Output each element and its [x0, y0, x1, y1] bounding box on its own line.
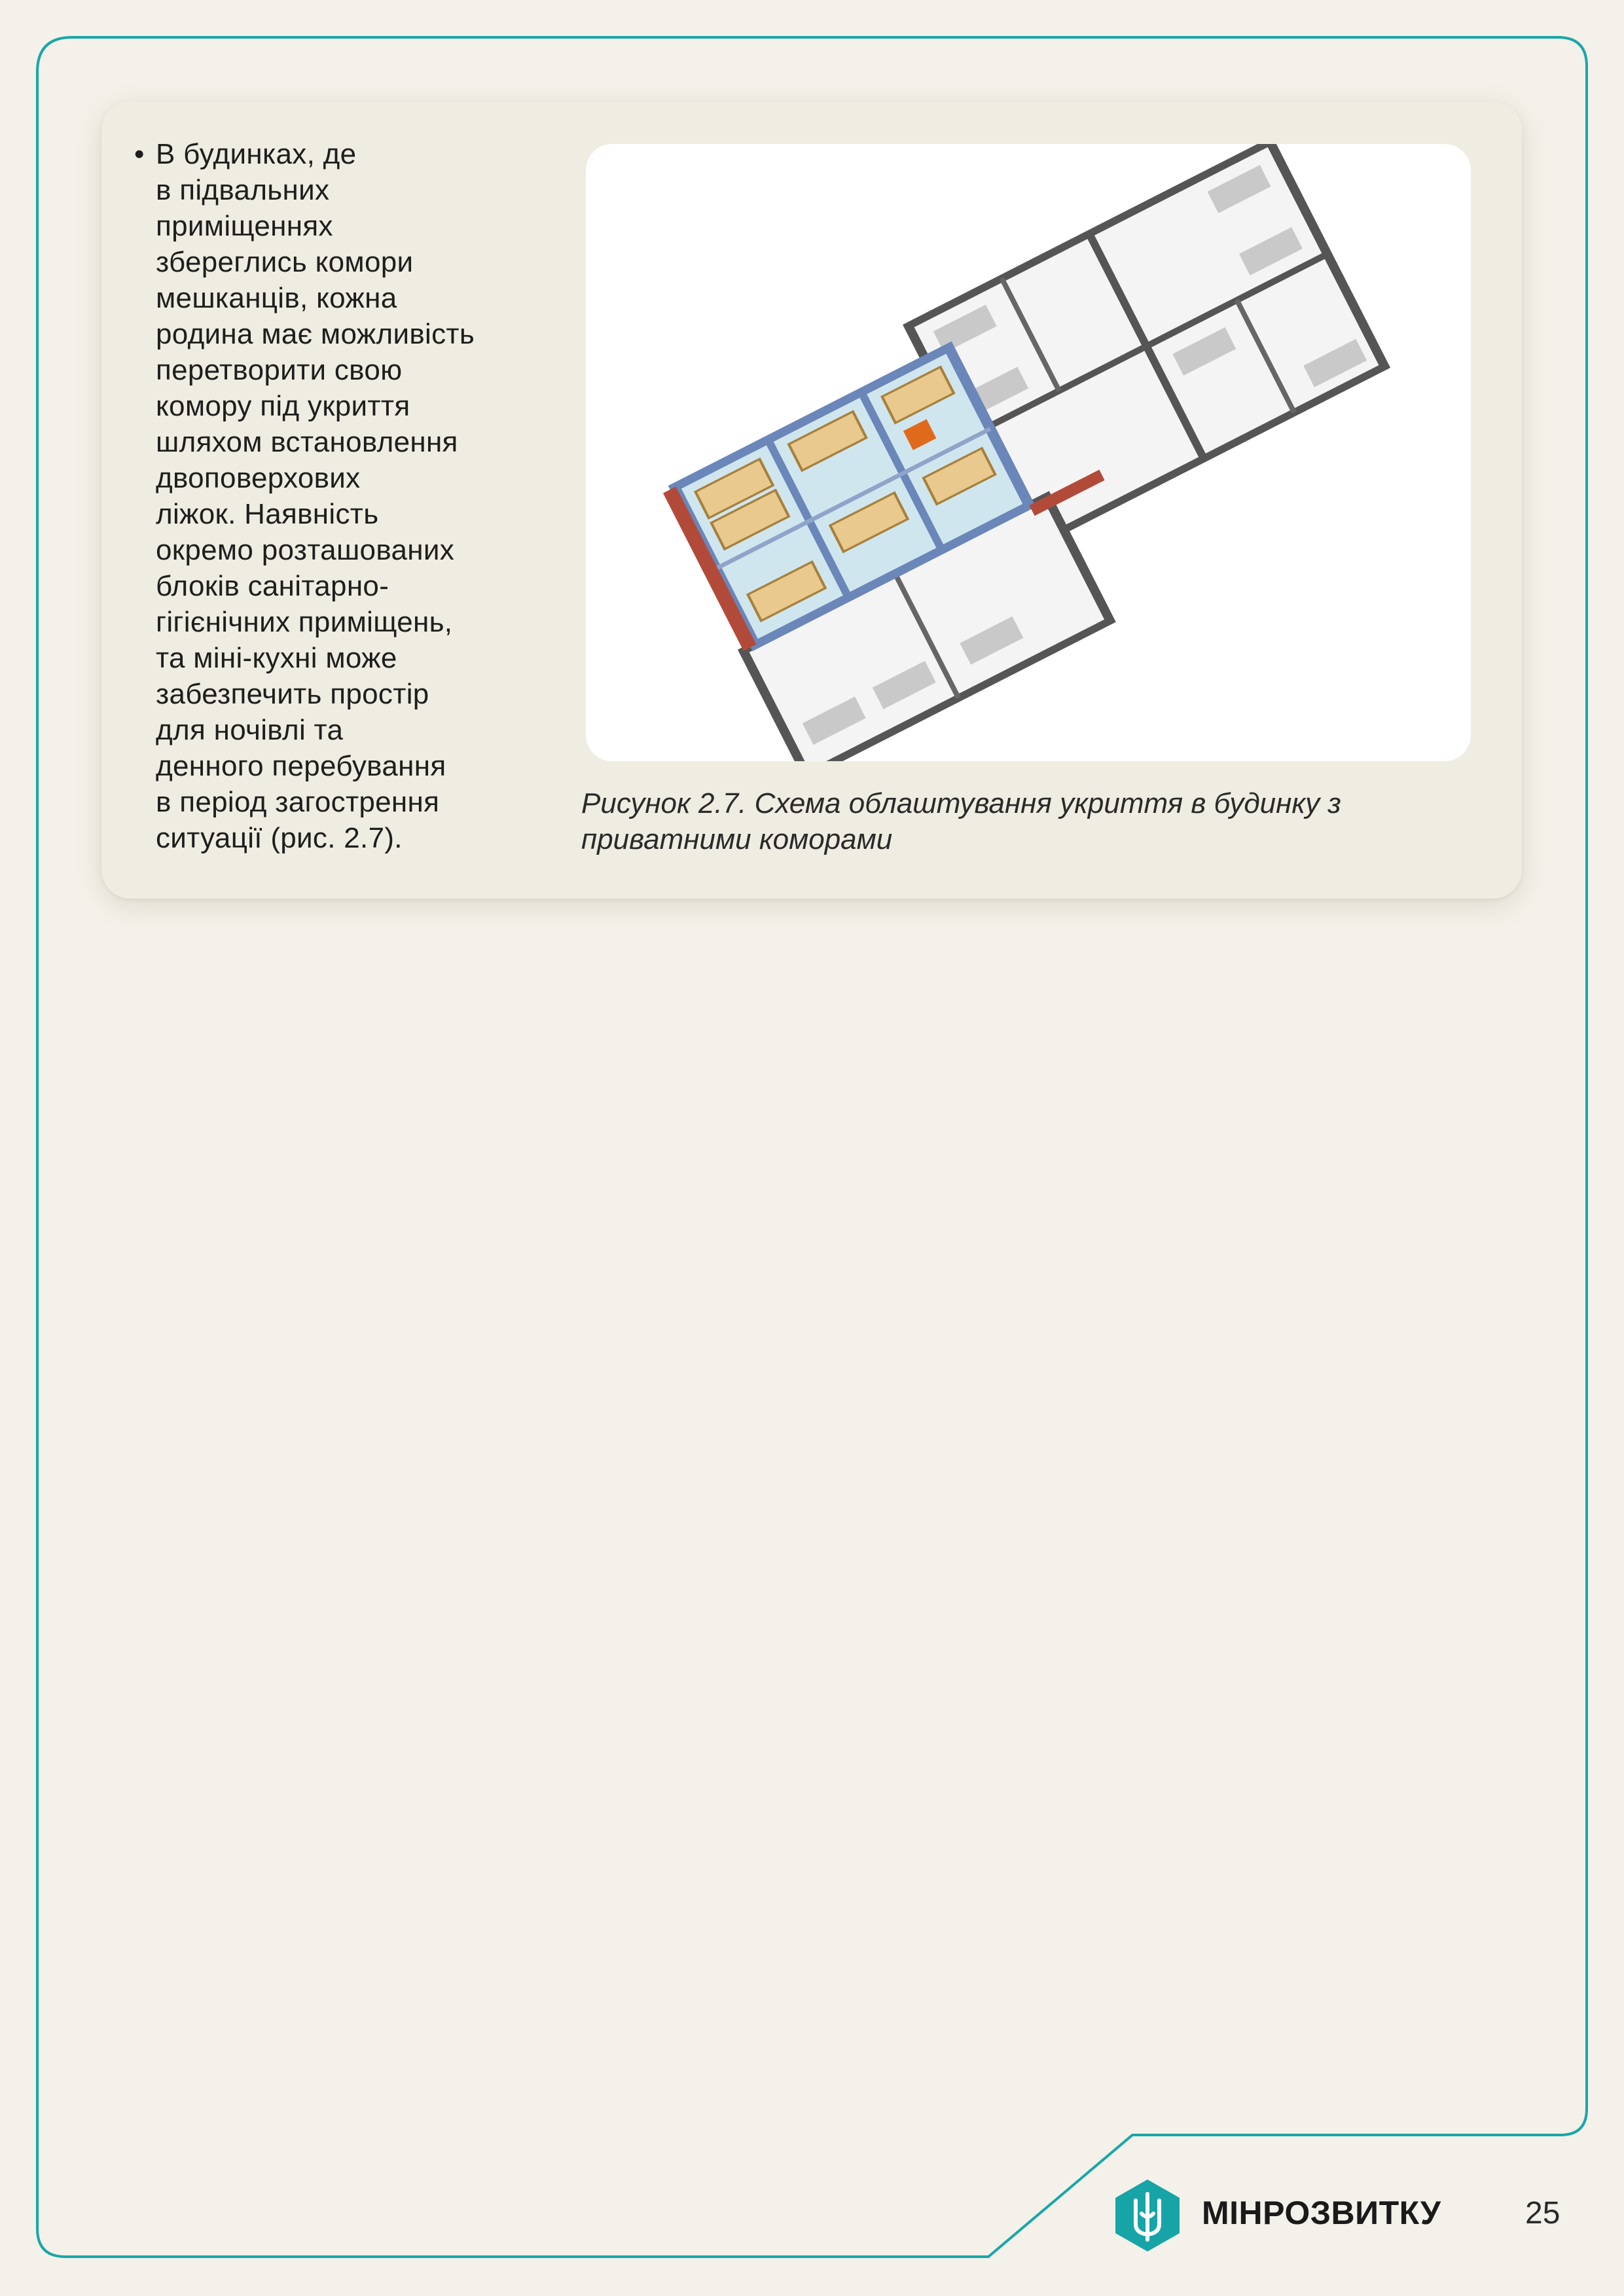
bullet-paragraph: [134, 136, 527, 856]
bullet-line: гігієнічних приміщень,: [156, 606, 453, 638]
figure-caption: [581, 785, 1498, 857]
bullet-line: перетворити свою: [156, 354, 403, 386]
bullet-line: та міні-кухні може: [156, 642, 397, 674]
bullet-line: ситуації (рис. 2.7).: [156, 822, 403, 854]
ministry-name: МІНРОЗВИТКУ: [1202, 2195, 1441, 2231]
bullet-line-text: В будинках, де: [156, 138, 357, 170]
bullet-first-line: [134, 136, 527, 172]
bullet-line: блоків санітарно-: [156, 570, 389, 602]
caption-line: Рисунок 2.7. Схема облаштування укриття в будинку з: [581, 787, 1341, 819]
bullet-line: забезпечить простір: [156, 678, 429, 710]
bullet-line: в період загострення: [156, 786, 440, 818]
bullet-line: двоповерхових: [156, 462, 361, 494]
bullet-line: збереглись комори: [156, 246, 414, 278]
bullet-line: для ночівлі та: [156, 714, 344, 746]
page-number: 25: [1525, 2196, 1561, 2231]
bullet-line: родина має можливість: [156, 318, 475, 350]
bullet-line: денного перебування: [156, 750, 446, 782]
bullet-line: шляхом встановлення: [156, 426, 458, 458]
bullet-line: приміщеннях: [156, 210, 333, 242]
caption-line: приватними коморами: [581, 823, 893, 855]
bullet-line: комору під укриття: [156, 390, 410, 422]
bullet-line: ліжок. Наявність: [156, 498, 379, 530]
bullet-line: мешканців, кожна: [156, 282, 397, 314]
bullet-line: в підвальних: [156, 174, 330, 206]
figure-image-box: [586, 144, 1471, 761]
bullet-line: окремо розташованих: [156, 534, 455, 566]
trident-emblem-icon: [1113, 2178, 1182, 2253]
bullet-dot: •: [134, 138, 145, 170]
isometric-floor-plan-icon: [586, 144, 1471, 761]
